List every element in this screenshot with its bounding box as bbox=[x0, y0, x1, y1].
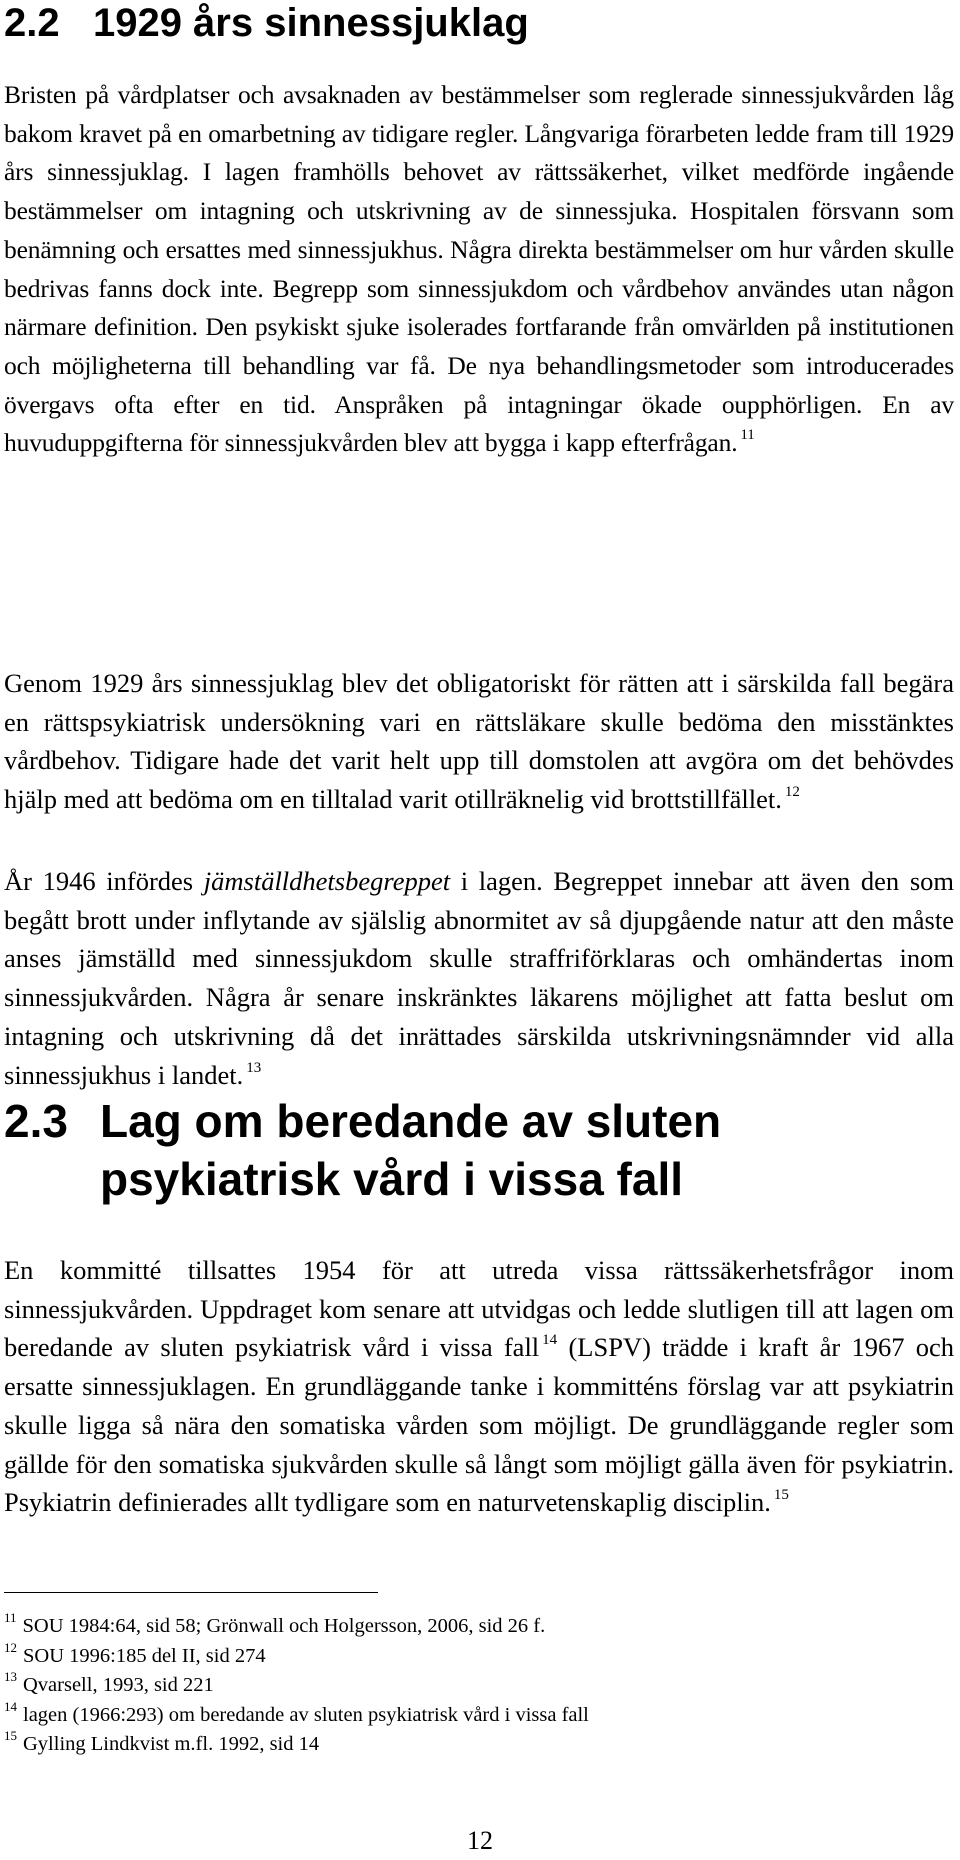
footnote-ref[interactable]: 14 bbox=[542, 1332, 558, 1349]
footnote-ref[interactable]: 13 bbox=[246, 1059, 262, 1076]
page-number: 12 bbox=[467, 1826, 493, 1855]
footnote-item bbox=[4, 1612, 944, 1642]
footnote-item bbox=[4, 1698, 944, 1731]
footnote-text: Qvarsell, 1993, sid 221 bbox=[23, 1674, 214, 1696]
section-heading-2-3 bbox=[4, 1092, 721, 1208]
section-title-line-2: psykiatrisk vård i vissa fall bbox=[100, 1153, 684, 1205]
footnote-item bbox=[4, 1639, 944, 1672]
footnote-item bbox=[4, 1730, 944, 1760]
section-title: 1929 års sinnessjuklag bbox=[92, 1, 529, 45]
footnote-number: 12 bbox=[4, 1639, 17, 1655]
paragraph-text: Bristen på vårdplatser och avsaknaden av bestämmelser som reglerade sinnessjukvården låg bakom kravet på en omarbetning av tidigare regler. Långvariga förarbeten ledde fram till 1929 års sinnessjuklag. I lagen framhölls behovet av rättssäkerhet, vilket medförde ingående bestämmelser om intagning och utskrivning av de sinnessjuka. Hospitalen försvann som benämning och ersattes med sinnessjukhus. Några direkta bestämmelser om hur vården skulle bedrivas fanns dock inte. Begrepp som sinnessjukdom och vårdbehov användes utan någon närmare definition. Den psykiskt sjuke isolerades fortfarande från omvärlden på institutionen och möjligheterna till behandling var få. De nya behandlingsmetoder som introducerades övergavs ofta efter en tid. Anspråken på intagningar ökade oupphörligen. En av huvuduppgifterna för sinnessjukvården blev att bygga i kapp efterfrågan. bbox=[4, 80, 954, 458]
section-heading-2-2 bbox=[4, 0, 529, 46]
footnote-separator bbox=[4, 1592, 378, 1593]
footnote-item bbox=[4, 1671, 944, 1701]
footnotes bbox=[4, 1612, 944, 1760]
section-title-line-1: Lag om beredande av sluten bbox=[100, 1095, 722, 1147]
emphasized-term: jämställdhetsbegreppet bbox=[203, 866, 451, 896]
paragraph-text: Genom 1929 års sinnessjuklag blev det obligatoriskt för rätten att i särskilda fall begära en rättspsykiatrisk undersökning vari en rättsläkare skulle bedöma den misstänktes vårdbehov. Tidigare hade det varit helt upp till domstolen att avgöra om det behövdes hjälp med att bedöma om en tilltalad varit otillräknelig vid brottstillfället. bbox=[4, 668, 954, 815]
footnote-number: 13 bbox=[4, 1669, 17, 1684]
footnote-number: 14 bbox=[4, 1698, 17, 1714]
footnote-text: Gylling Lindkvist m.fl. 1992, sid 14 bbox=[23, 1733, 320, 1755]
footnote-number: 15 bbox=[4, 1728, 17, 1743]
paragraph-text: En kommitté tillsattes 1954 för att utreda vissa rättssäkerhetsfrågor inom sinnessjukvården. Uppdraget kom senare att utvidgas och ledde slutligen till att lagen om beredande av sluten psykiatrisk vård i vissa fall bbox=[4, 1255, 954, 1363]
paragraph-text: (LSPV) trädde i kraft år 1967 och ersatte sinnessjuklagen. En grundläggande tanke i kommitténs förslag var att psykiatrin skulle ligga så nära den somatiska vården som möjligt. De grundläggande regler som gällde för den somatiska sjukvården skulle så långt som möjligt gälla även för psykiatrin. Psykiatrin definierades allt tydligare som en naturvetenskaplig disciplin. bbox=[4, 1332, 954, 1518]
footnote-ref[interactable]: 11 bbox=[740, 427, 755, 444]
footnote-text: lagen (1966:293) om beredande av sluten psykiatrisk vård i vissa fall bbox=[23, 1703, 589, 1726]
footnote-ref[interactable]: 12 bbox=[784, 784, 800, 801]
footnote-number: 11 bbox=[4, 1610, 17, 1625]
section-number: 2.3 bbox=[4, 1095, 68, 1147]
paragraph-2 bbox=[4, 664, 954, 819]
paragraph-text: År 1946 infördes bbox=[4, 866, 204, 896]
footnote-text: SOU 1996:185 del II, sid 274 bbox=[23, 1644, 266, 1667]
section-number: 2.2 bbox=[4, 1, 60, 45]
paragraph-4 bbox=[4, 1251, 954, 1522]
paragraph-text: i lagen. Begreppet innebar att även den som begått brott under inflytande av själslig abnormitet av så djupgående natur att den måste anses jämställd med sinnessjukdom skulle straffriförklaras och omhändertas inom sinnessjukvården. Några år senare inskränktes läkarens möjlighet att fatta beslut om intagning och utskrivning då det inrättades särskilda utskrivningsnämnder vid alla sinnessjukhus i landet. bbox=[4, 866, 954, 1090]
paragraph-3 bbox=[4, 862, 954, 1094]
footnote-text: SOU 1984:64, sid 58; Grönwall och Holgersson, 2006, sid 26 f. bbox=[22, 1615, 546, 1637]
paragraph-1 bbox=[4, 76, 954, 463]
footnote-ref[interactable]: 15 bbox=[773, 1487, 789, 1504]
